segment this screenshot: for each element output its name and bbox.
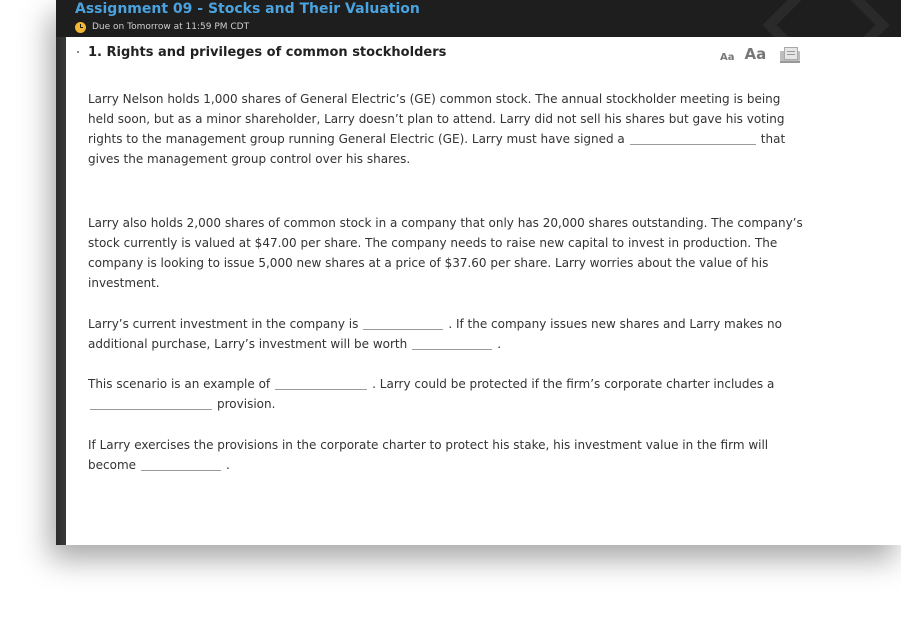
question-title-text: Rights and privileges of common stockholders — [106, 45, 447, 60]
clock-icon — [75, 22, 86, 33]
charter-provision-blank[interactable] — [90, 395, 212, 410]
assignment-title: Assignment 09 - Stocks and Their Valuation — [75, 1, 420, 17]
paragraph-proxy — [88, 89, 808, 169]
paragraph-scenario: Larry also holds 2,000 shares of common stock in a company that only has 20,000 shares outstanding. The company’s stock currently is valued at $47.00 per share. The company needs to raise new capital to invest in production. The company is looking to issue 5,000 new shares at a price of $37.60 per share. Larry worries about the value of his investment. — [88, 216, 803, 290]
p3-text-c: . — [497, 337, 502, 351]
due-row — [75, 20, 249, 34]
p1-text-a: Larry Nelson holds 1,000 shares of General Electric’s (GE) common stock. The annual stockholder meeting is being held soon, but as a minor shareholder, Larry doesn’t plan to attend. Larry did not sell his shares but gave his voting rights to the management group running General Electric (GE). Larry must have signed a — [88, 92, 785, 146]
current-investment-blank[interactable] — [363, 315, 443, 330]
header-decoration — [762, 0, 889, 37]
p5-text-b: . — [226, 458, 230, 472]
increase-font-button[interactable]: Aa — [744, 45, 767, 63]
new-investment-blank[interactable] — [412, 335, 492, 350]
p1-text-b: that gives the management group control over his shares. — [88, 132, 786, 166]
p4-text-a: This scenario is an example of — [88, 377, 271, 391]
p5-text-a: If Larry exercises the provisions in the corporate charter to protect his stake, his investment value in the firm will become — [88, 438, 769, 472]
protected-value-blank[interactable] — [141, 456, 221, 471]
due-date-text: Due on Tomorrow at 11:59 PM CDT — [92, 22, 250, 32]
print-icon[interactable] — [780, 47, 800, 63]
proxy-blank-dropdown[interactable] — [630, 130, 756, 145]
p4-text-b: . Larry could be protected if the firm’s corporate charter includes a — [372, 377, 775, 391]
paragraph-dilution — [88, 374, 808, 414]
paragraph-protection — [88, 435, 808, 475]
assignment-window — [56, 0, 901, 545]
paragraph-investment — [88, 314, 808, 354]
scenario-type-blank[interactable] — [275, 375, 367, 390]
left-rail — [56, 37, 66, 545]
assignment-header — [56, 0, 901, 37]
p3-text-b: . If the company issues new shares and Larry makes no additional purchase, Larry’s investment will be worth — [88, 317, 782, 351]
question-number: 1. — [88, 45, 102, 60]
p3-text-a: Larry’s current investment in the company is — [88, 317, 359, 331]
question-content — [66, 37, 901, 545]
question-title — [88, 45, 446, 60]
decrease-font-button[interactable]: Aa — [720, 52, 735, 63]
question-tools — [720, 45, 800, 63]
p4-text-c: provision. — [217, 397, 276, 411]
question-marker — [77, 51, 79, 53]
